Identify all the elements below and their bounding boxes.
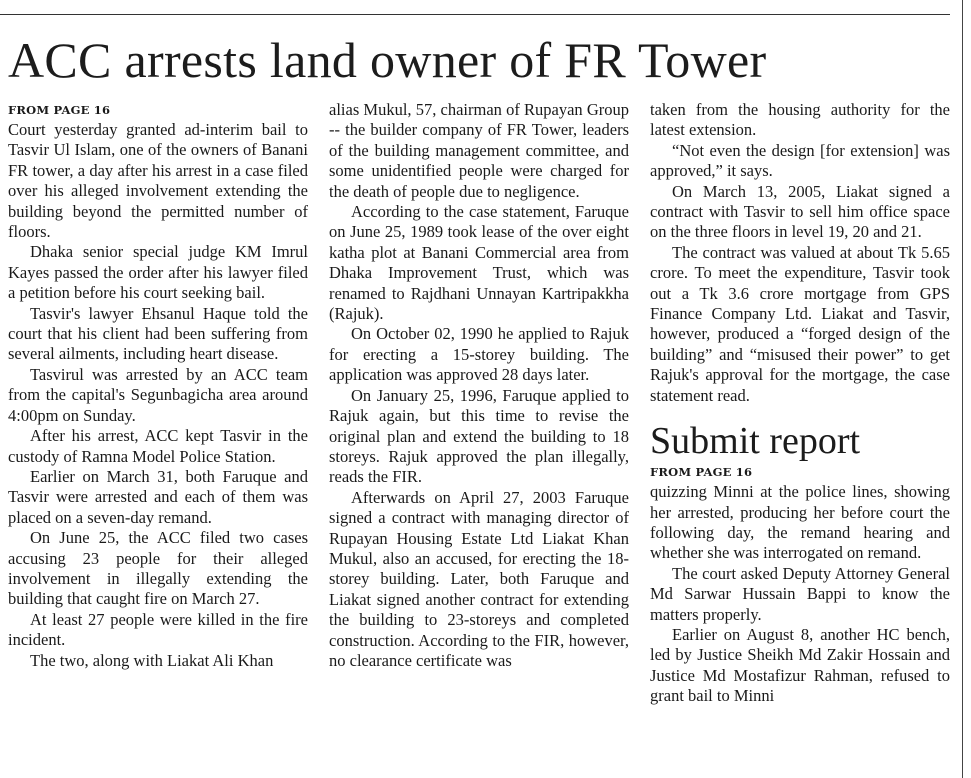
from-page-label: FROM PAGE 16 — [650, 465, 753, 480]
paragraph: “Not even the design [for extension] was approved,” it says. — [650, 140, 950, 181]
paragraph: Earlier on March 31, both Faruque and Tasvir were arrested and each of them was placed on a seven-day remand. — [8, 466, 308, 527]
paragraph: At least 27 people were killed in the fire incident. — [8, 609, 308, 650]
paragraph: On March 13, 2005, Liakat signed a contract with Tasvir to sell him office space on the three floors in level 19, 20 and 21. — [650, 181, 950, 242]
column-edge-rule — [962, 0, 963, 778]
paragraph: alias Mukul, 57, chairman of Rupayan Group -- the builder company of FR Tower, leaders of the building management committee, and some unidentified people were charged for the death of people due to negligence. — [329, 100, 629, 201]
paragraph: Tasvirul was arrested by an ACC team from the capital's Segunbagicha area around 4:00pm on Sunday. — [8, 364, 308, 425]
column-2 — [329, 100, 629, 671]
column-3 — [650, 100, 950, 707]
paragraph: After his arrest, ACC kept Tasvir in the custody of Ramna Model Police Station. — [8, 426, 308, 466]
paragraph: Court yesterday granted ad-interim bail to Tasvir Ul Islam, one of the owners of Banani FR tower, a day after his arrest in a case filed over his alleged involvement extending the building beyond the permitted number of floors. — [8, 120, 308, 242]
paragraph: quizzing Minni at the police lines, showing her arrested, producing her before court the following day, the remand hearing and whether she was interrogated on remand. — [650, 482, 950, 563]
paragraph: Tasvir's lawyer Ehsanul Haque told the court that his client had been suffering from several ailments, including heart disease. — [8, 303, 308, 364]
column-1 — [8, 100, 308, 671]
paragraph: Earlier on August 8, another HC bench, led by Justice Sheikh Md Zakir Hossain and Justice Md Mostafizur Rahman, refused to grant bail to Minni — [650, 624, 950, 706]
paragraph: The two, along with Liakat Ali Khan — [30, 650, 274, 670]
paragraph: On January 25, 1996, Faruque applied to Rajuk again, but this time to revise the original plan and extend the building to 18 storeys. Rajuk approved the plan illegally, reads the FIR. — [329, 385, 629, 487]
paragraph: Afterwards on April 27, 2003 Faruque signed a contract with managing director of Rupayan Housing Estate Ltd Liakat Khan Mukul, also an accused, for erecting the 18-storey building. Later, both Faruque and Liakat signed another contract for extending the building to 23-storeys and completed construction. According to the FIR, however, no clearance certificate was — [329, 487, 629, 670]
second-article-headline: Submit report — [650, 420, 861, 463]
paragraph: The contract was valued at about Tk 5.65 crore. To meet the expenditure, Tasvir took out a Tk 3.6 crore mortgage from GPS Finance Company Ltd. Liakat and Tasvir, however, produced a “forged design of the building” and “misused their power” to get Rajuk's approval for the mortgage, the case statement read. — [650, 242, 950, 405]
paragraph: Dhaka senior special judge KM Imrul Kayes passed the order after his lawyer filed a petition before his court seeking bail. — [8, 242, 308, 303]
paragraph: On October 02, 1990 he applied to Rajuk for erecting a 15-storey building. The application was approved 28 days later. — [329, 324, 629, 385]
paragraph: On June 25, the ACC filed two cases accusing 23 people for their alleged involvement in illegally extending the building that caught fire on March 27. — [8, 528, 308, 609]
paragraph: According to the case statement, Faruque on June 25, 1989 took lease of the over eight katha plot at Banani Commercial area from Dhaka Improvement Trust, which was renamed to Rajdhani Unnayan Kartripakkha (Rajuk). — [329, 202, 629, 324]
article-headline: ACC arrests land owner of FR Tower — [8, 32, 767, 88]
paragraph: taken from the housing authority for the latest extension. — [650, 100, 950, 140]
top-rule — [0, 14, 950, 15]
from-page-label: FROM PAGE 16 — [8, 103, 111, 117]
paragraph: The court asked Deputy Attorney General Md Sarwar Hussain Bappi to know the matters properly. — [650, 563, 950, 624]
